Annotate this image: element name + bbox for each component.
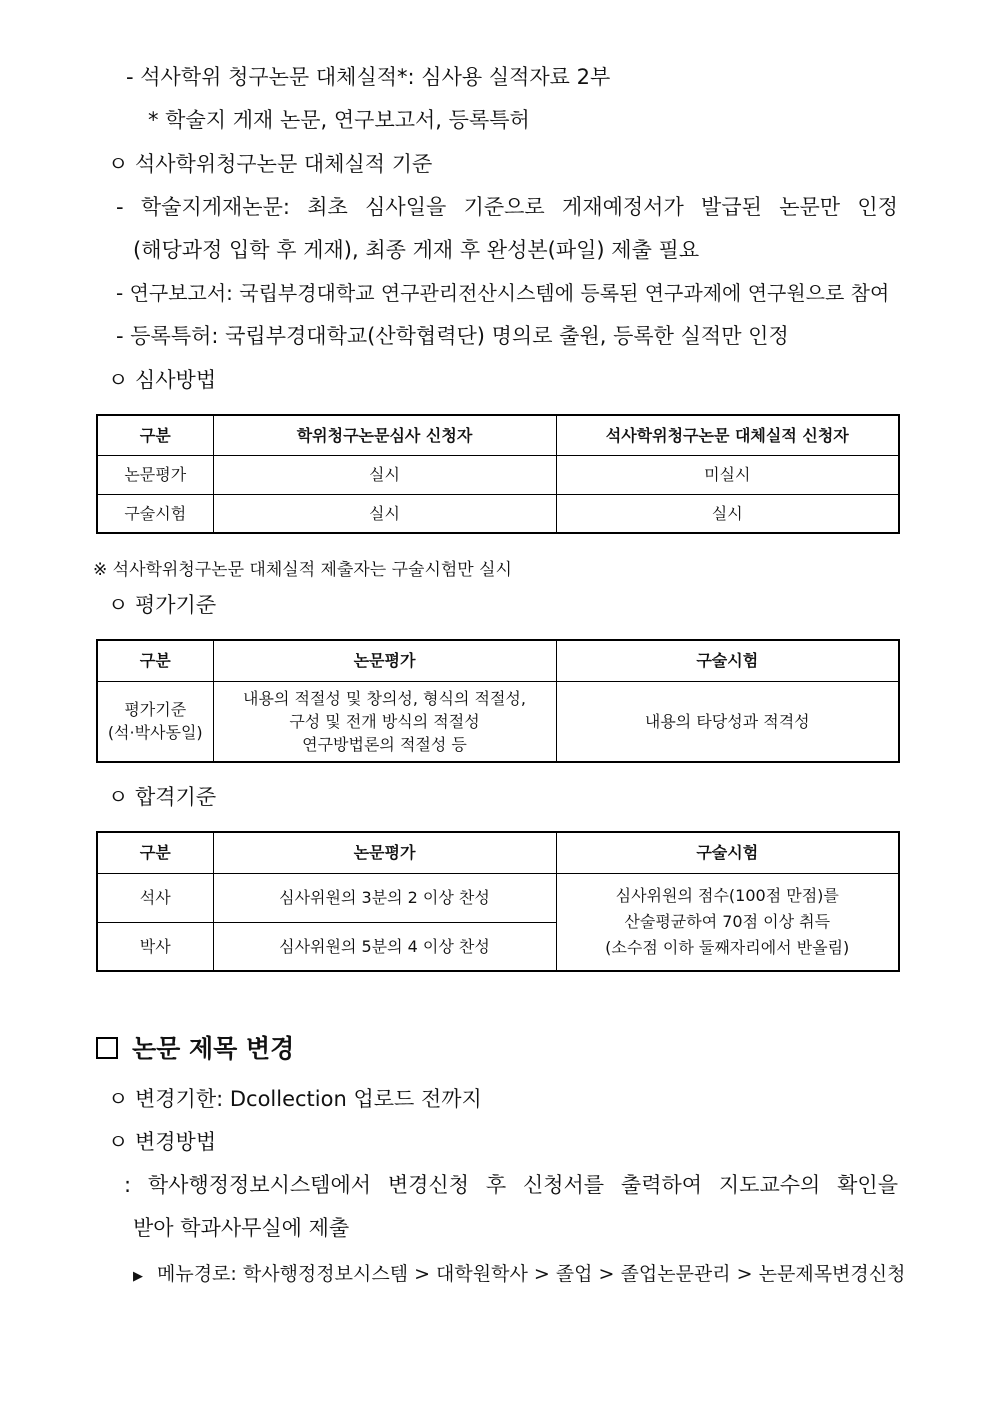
word: 기준으로 <box>463 195 545 219</box>
text-line <box>124 1172 898 1198</box>
text-line: - 석사학위 청구논문 대체실적*: 심사용 실적자료 2부 <box>126 65 611 89</box>
text-line: 받아 학과사무실에 제출 <box>133 1216 350 1240</box>
word: 신청서를 <box>522 1173 605 1197</box>
pass-criteria-table <box>96 831 900 972</box>
cell-line: 구성 및 전개 방식의 적절성 <box>289 711 480 731</box>
text-line <box>116 194 898 220</box>
table-cell: 논문평가 <box>97 455 213 494</box>
word: : <box>124 1173 132 1197</box>
table-header: 석사학위청구논문 대체실적 신청자 <box>556 415 899 455</box>
menu-path-text: 메뉴경로: 학사행정정보시스템 > 대학원학사 > 졸업 > 졸업논문관리 > 논문제목변경신청 <box>157 1263 906 1285</box>
table-cell: 미실시 <box>556 455 899 494</box>
table-header: 논문평가 <box>213 832 556 873</box>
triangle-bullet-icon: ▶ <box>133 1269 143 1284</box>
table-cell: 내용의 타당성과 적격성 <box>556 681 899 762</box>
justified-text <box>124 1172 898 1198</box>
word: 인정 <box>857 195 898 219</box>
text-line: ㅇ 변경기한: Dcollection 업로드 전까지 <box>108 1087 482 1111</box>
table-cell <box>213 681 556 762</box>
table-cell: 실시 <box>213 455 556 494</box>
menu-path <box>133 1261 905 1290</box>
text-line: (해당과정 입학 후 게재), 최종 게재 후 완성본(파일) 제출 필요 <box>133 238 700 262</box>
table-cell <box>97 681 213 762</box>
section-title <box>96 1036 294 1062</box>
subheading: ㅇ 합격기준 <box>108 785 217 809</box>
word: 학사행정정보시스템에서 <box>147 1173 372 1197</box>
word: - <box>116 195 124 219</box>
word: 발급된 <box>701 195 762 219</box>
table-header: 구분 <box>97 640 213 681</box>
table-cell <box>556 873 899 971</box>
word: 후 <box>485 1173 507 1197</box>
table-header: 구술시험 <box>556 640 899 681</box>
row-label: 평가기준 <box>124 700 187 720</box>
table-header: 구술시험 <box>556 832 899 873</box>
subheading: ㅇ 석사학위청구논문 대체실적 기준 <box>108 152 433 176</box>
row-label: (석·박사동일) <box>107 723 203 743</box>
table-header: 구분 <box>97 832 213 873</box>
word: 최초 <box>307 195 348 219</box>
word: 심사일을 <box>365 195 447 219</box>
table-row <box>97 873 899 922</box>
cell-line: 연구방법론의 적절성 등 <box>302 734 467 754</box>
table-cell: 심사위원의 5분의 4 이상 찬성 <box>213 922 556 971</box>
table-cell: 구술시험 <box>97 494 213 533</box>
note: ※ 석사학위청구논문 대체실적 제출자는 구술시험만 실시 <box>93 560 512 580</box>
word: 논문만 <box>779 195 841 219</box>
subheading: ㅇ 심사방법 <box>108 368 217 392</box>
square-bullet-icon <box>96 1037 118 1059</box>
word: 출력하여 <box>620 1173 703 1197</box>
table-header: 구분 <box>97 415 213 455</box>
cell-line: 내용의 적절성 및 창의성, 형식의 적절성, <box>243 688 526 708</box>
table-cell: 실시 <box>556 494 899 533</box>
subheading: ㅇ 평가기준 <box>108 593 217 617</box>
evaluation-criteria-table <box>96 639 900 763</box>
word: 변경신청 <box>387 1173 470 1197</box>
section-title-text: 논문 제목 변경 <box>132 1034 295 1063</box>
table-row <box>97 455 899 494</box>
cell-line: (소수점 이하 둘째자리에서 반올림) <box>605 938 850 958</box>
table-row <box>97 681 899 762</box>
text-line: - 등록특허: 국립부경대학교(산학협력단) 명의로 출원, 등록한 실적만 인정 <box>116 324 789 348</box>
table-cell: 실시 <box>213 494 556 533</box>
review-method-table <box>96 414 900 534</box>
text-line: - 연구보고서: 국립부경대학교 연구관리전산시스템에 등록된 연구과제에 연구원으로 참여 <box>116 281 890 305</box>
table-row <box>97 494 899 533</box>
table-cell: 석사 <box>97 873 213 922</box>
table-header: 학위청구논문심사 신청자 <box>213 415 556 455</box>
word: 확인을 <box>837 1173 898 1197</box>
word: 게재예정서가 <box>562 195 684 219</box>
table-cell: 박사 <box>97 922 213 971</box>
cell-line: 심사위원의 점수(100점 만점)를 <box>615 886 839 906</box>
cell-line: 산술평균하여 70점 이상 취득 <box>624 912 831 932</box>
word: 학술지게재논문: <box>140 195 290 219</box>
subheading: ㅇ 변경방법 <box>108 1130 217 1154</box>
text-line: * 학술지 게재 논문, 연구보고서, 등록특허 <box>148 108 530 132</box>
word: 지도교수의 <box>718 1173 821 1197</box>
table-cell: 심사위원의 3분의 2 이상 찬성 <box>213 873 556 922</box>
table-header: 논문평가 <box>213 640 556 681</box>
justified-text <box>116 194 898 220</box>
